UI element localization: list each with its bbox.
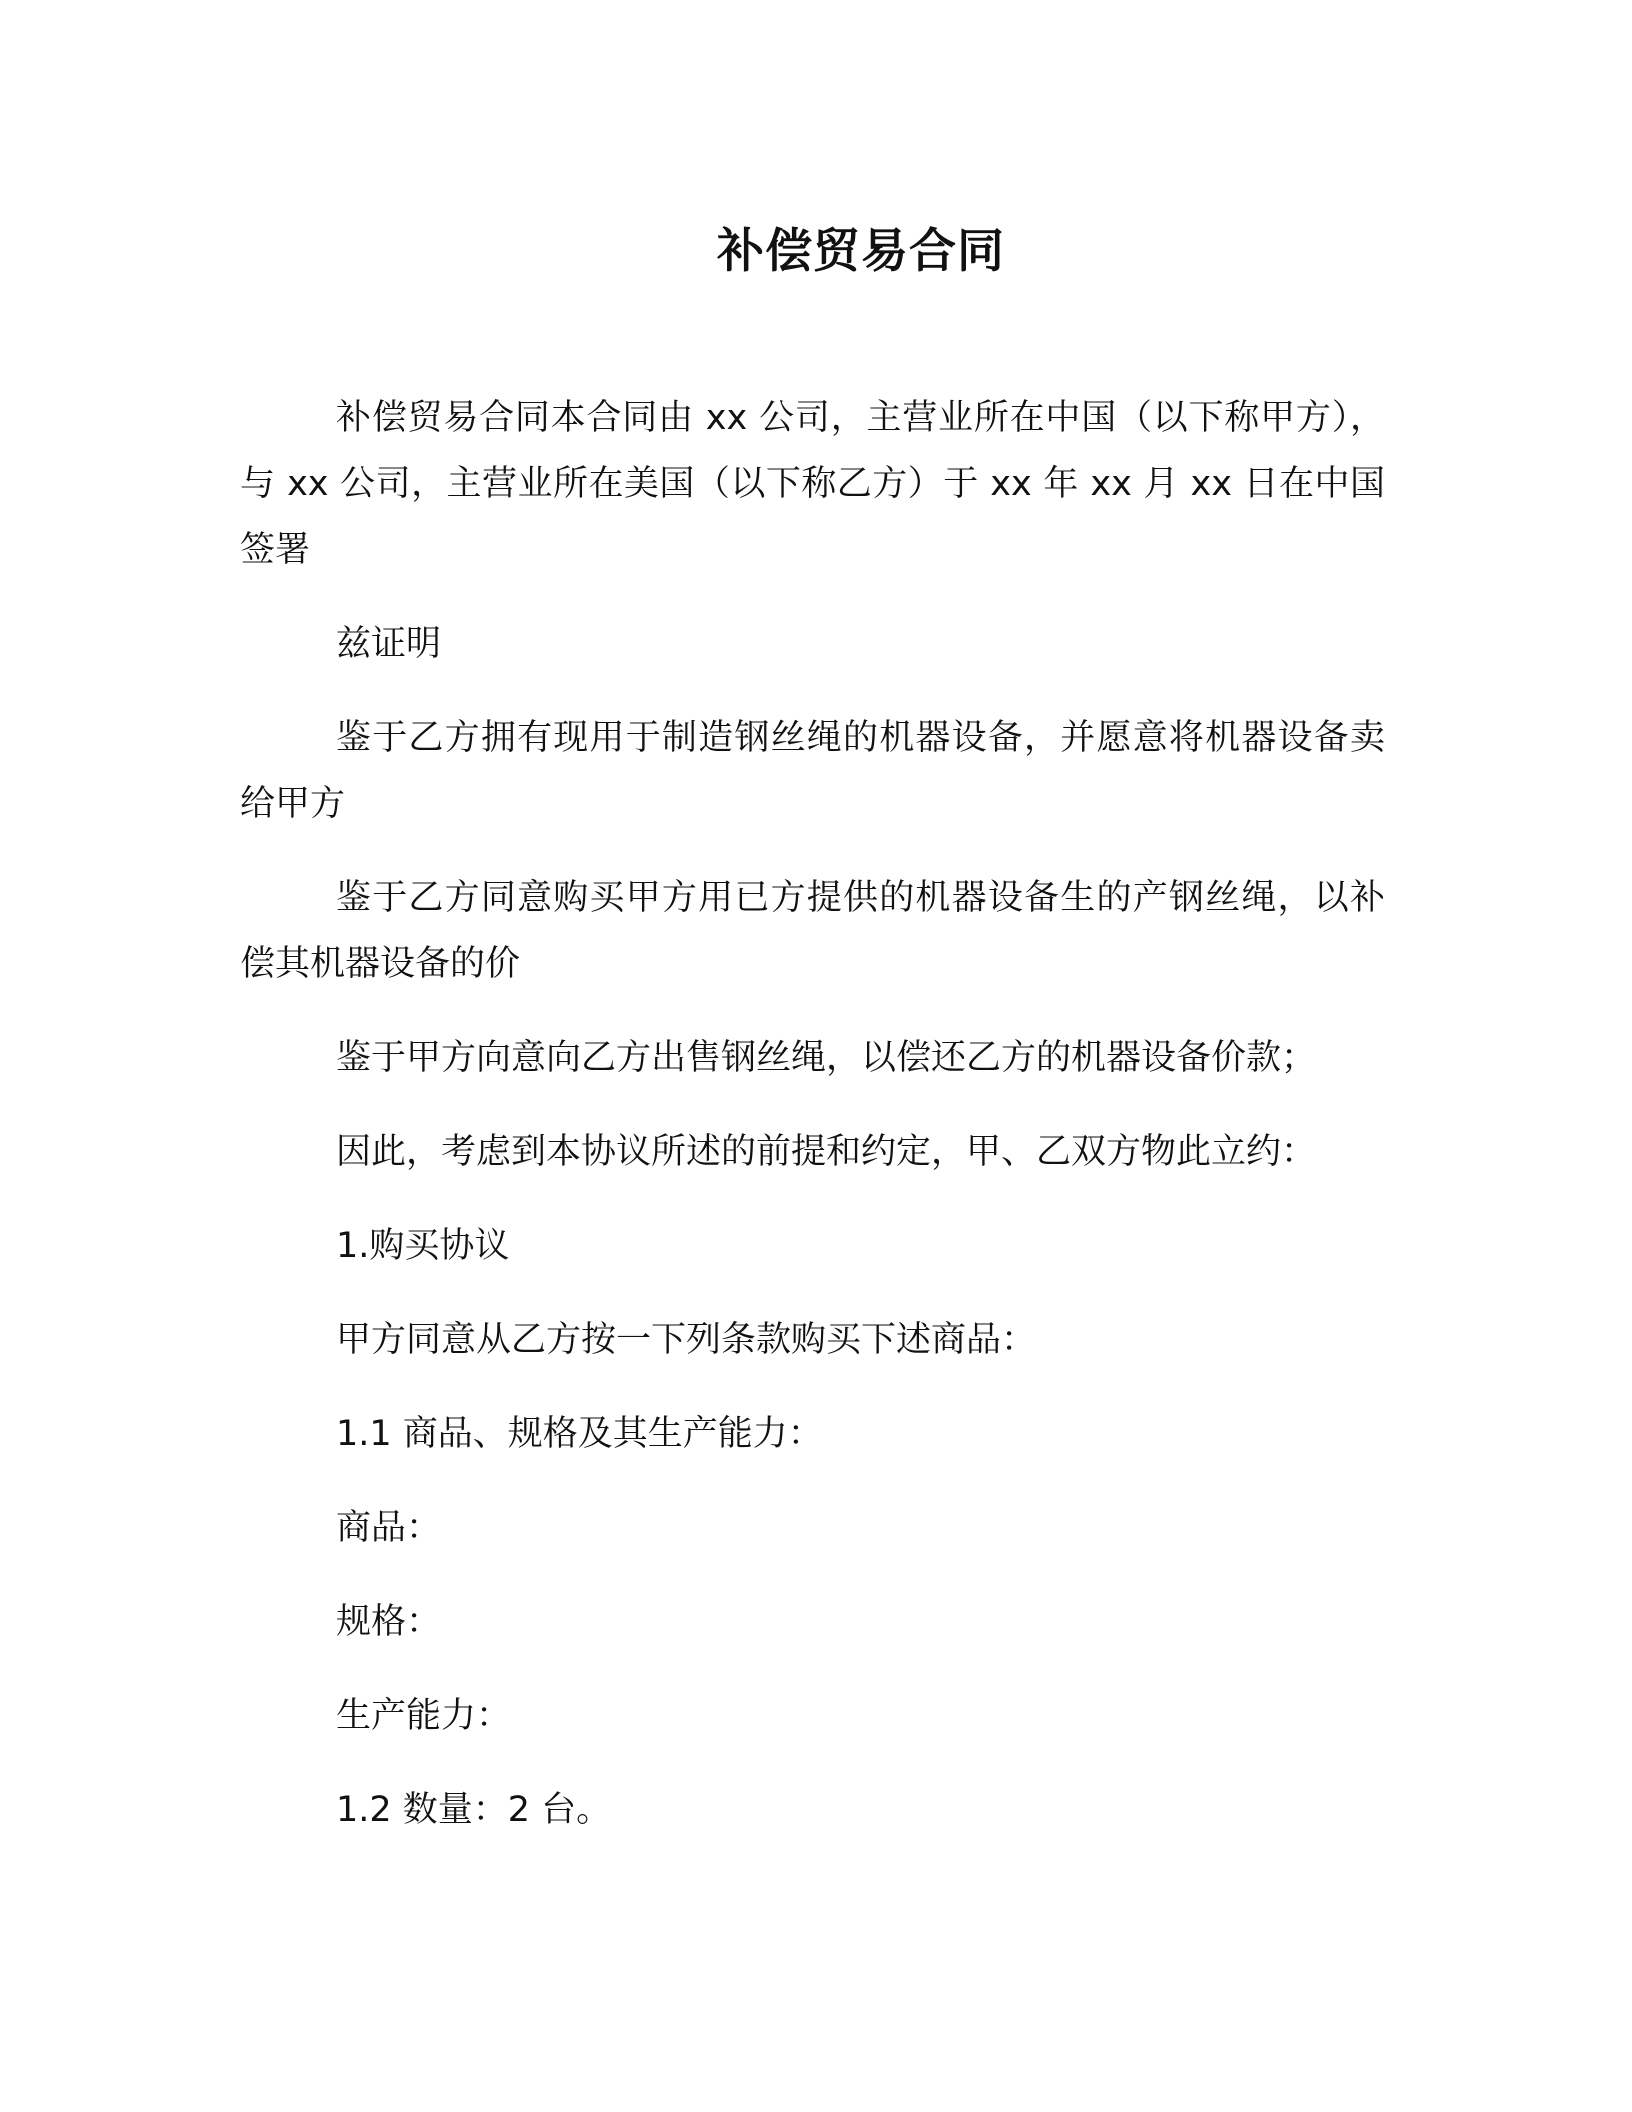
paragraph-witnesseth: 兹证明	[336, 624, 442, 664]
section-heading-purchase: 1.购买协议	[336, 1226, 510, 1266]
field-goods: 商品：	[336, 1508, 442, 1548]
field-capacity: 生产能力：	[336, 1696, 512, 1736]
clause-1-1: 1.1 商品、规格及其生产能力：	[336, 1414, 823, 1454]
paragraph-purchase-agreement: 甲方同意从乙方按一下列条款购买下述商品：	[336, 1320, 1037, 1360]
clause-1-2: 1.2 数量：2 台。	[336, 1790, 612, 1830]
paragraph-therefore: 因此，考虑到本协议所述的前提和约定，甲、乙双方物此立约：	[336, 1132, 1317, 1172]
paragraph-whereas-1: 鉴于乙方拥有现用于制造钢丝绳的机器设备，并愿意将机器设备卖给甲方	[240, 718, 1385, 824]
document-title: 补偿贸易合同	[717, 224, 1005, 279]
field-specification: 规格：	[336, 1602, 442, 1642]
paragraph-preamble: 补偿贸易合同本合同由 xx 公司，主营业所在中国（以下称甲方），与 xx 公司，主营业所在美国（以下称乙方）于 xx 年 xx 月 xx 日在中国签署	[240, 398, 1385, 570]
paragraph-whereas-3: 鉴于甲方向意向乙方出售钢丝绳，以偿还乙方的机器设备价款；	[336, 1038, 1317, 1078]
document-body	[240, 385, 1385, 1871]
paragraph-whereas-2: 鉴于乙方同意购买甲方用已方提供的机器设备生的产钢丝绳，以补偿其机器设备的价	[240, 878, 1385, 984]
